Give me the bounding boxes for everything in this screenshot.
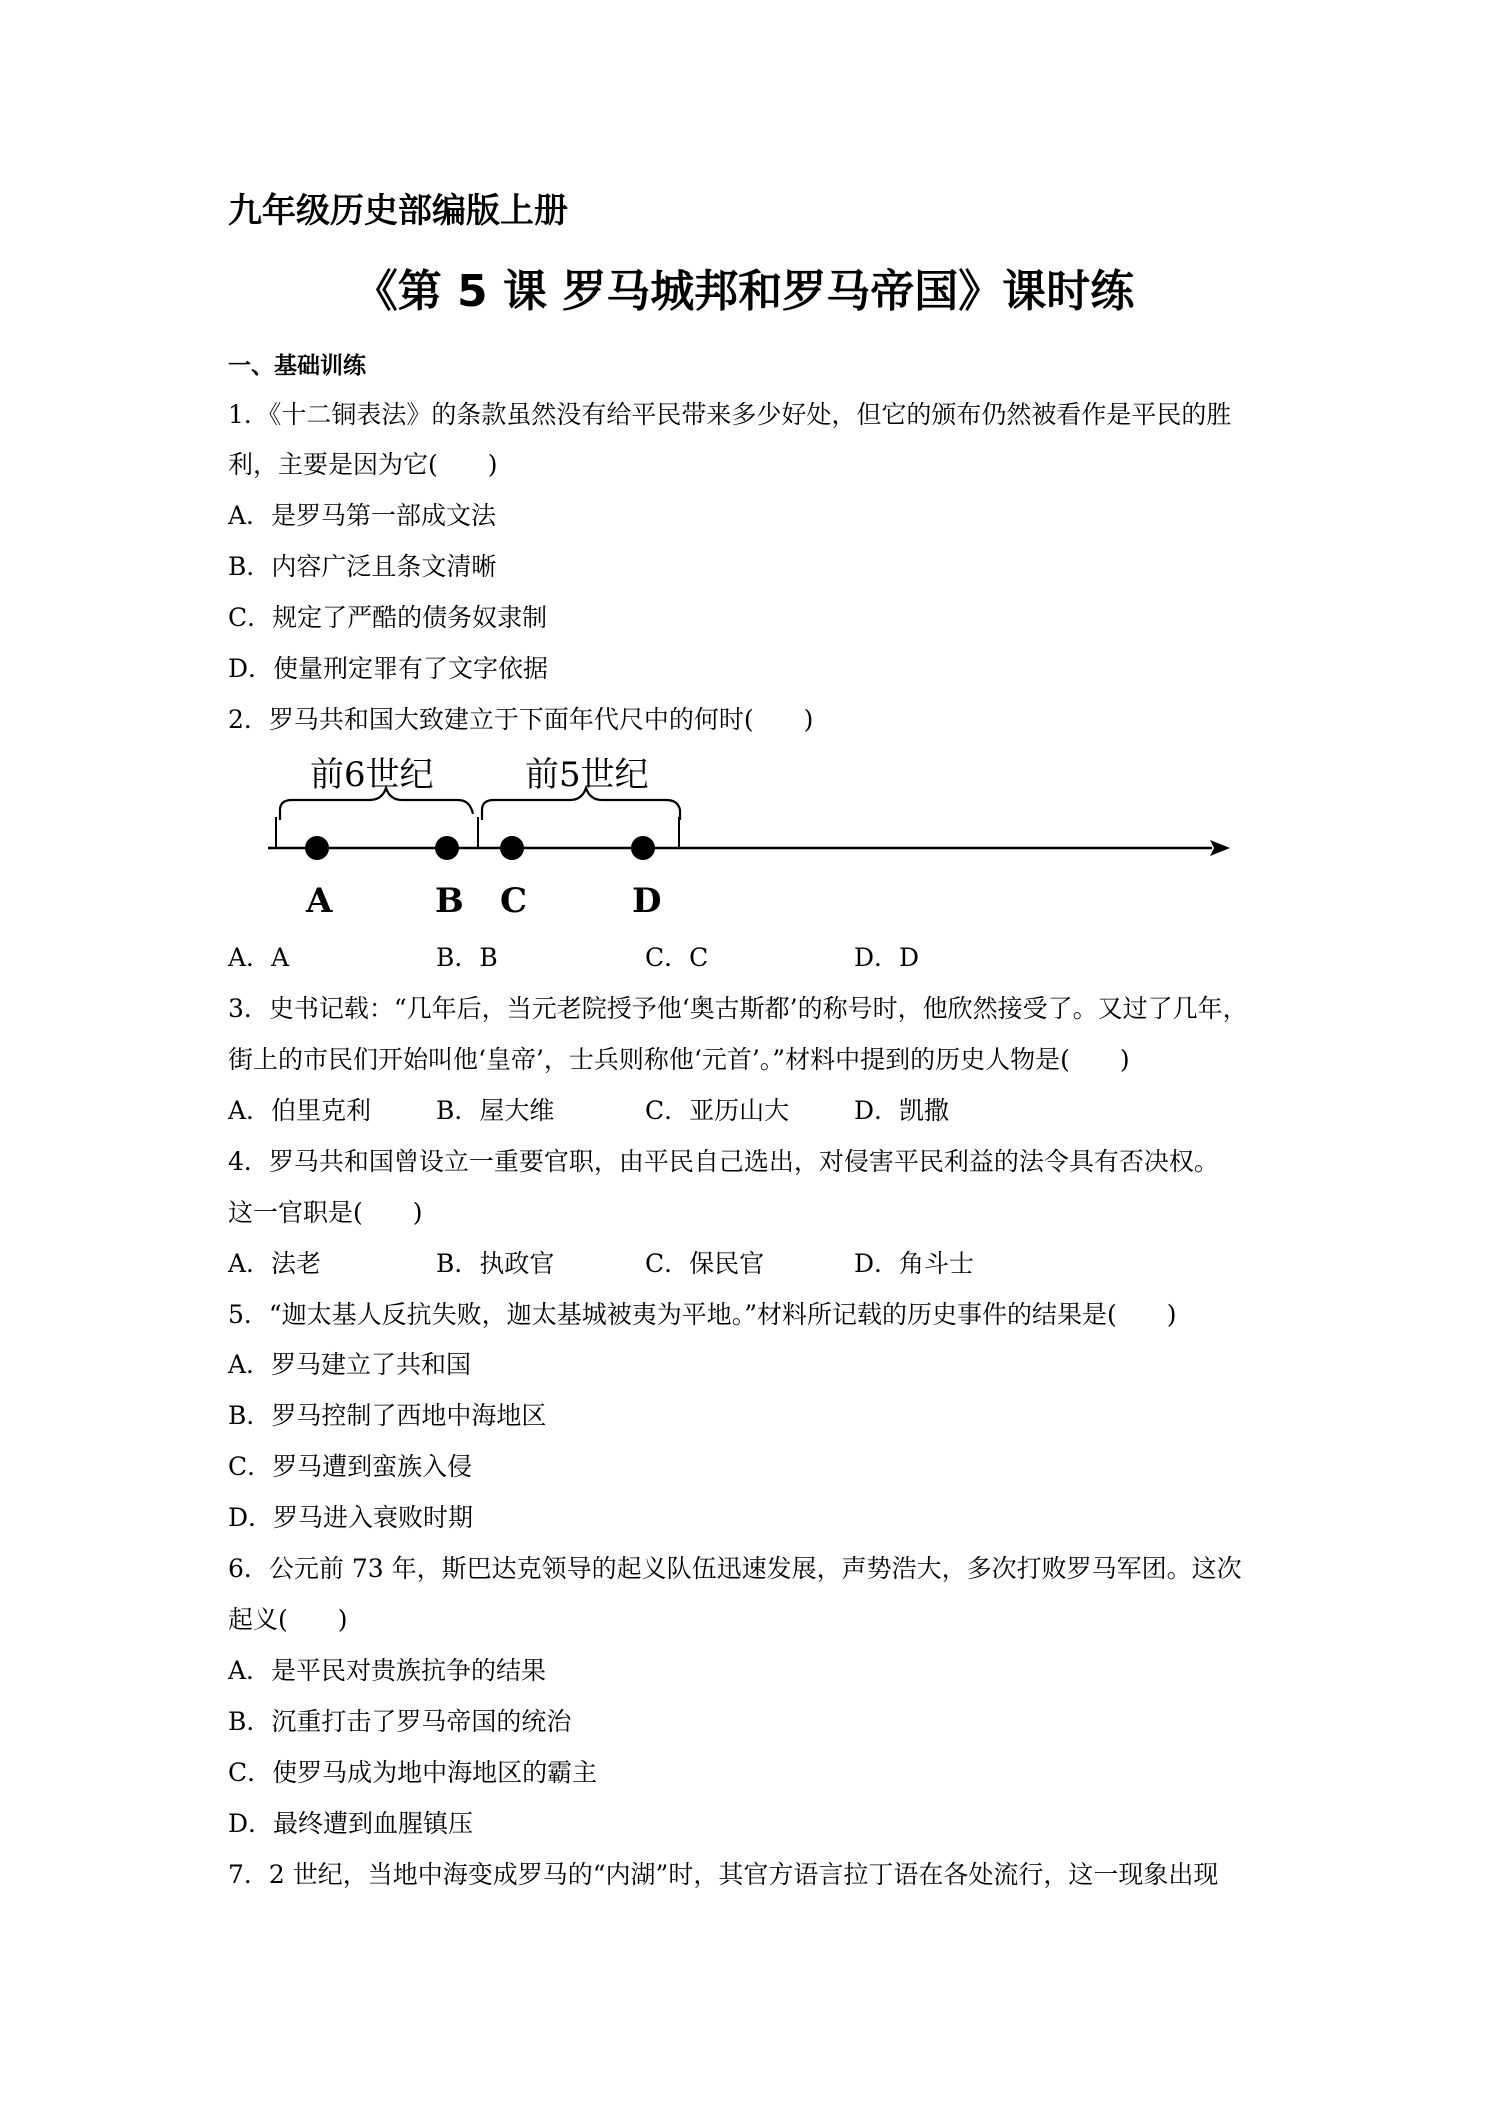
q3-stem-line1: 3．史书记载：“几年后，当元老院授予他‘奥古斯都’的称号时，他欣然接受了。又过了几年， bbox=[228, 994, 1248, 1023]
section-heading: 一、基础训练 bbox=[228, 353, 366, 379]
timeline-label-c: C bbox=[500, 881, 528, 921]
q3-option-c: C．亚历山大 bbox=[645, 1096, 790, 1125]
timeline-point-a bbox=[305, 836, 329, 860]
timeline-label-b: B bbox=[435, 881, 464, 921]
q5-option-a: A．罗马建立了共和国 bbox=[228, 1350, 472, 1379]
q1-option-a: A．是罗马第一部成文法 bbox=[228, 501, 497, 530]
timeline-point-b bbox=[435, 836, 459, 860]
timeline-label-d: D bbox=[632, 881, 662, 921]
q6-option-d: D．最终遭到血腥镇压 bbox=[228, 1809, 474, 1838]
q5-stem-line1: 5．“迦太基人反抗失败，迦太基城被夷为平地。”材料所记载的历史事件的结果是( ) bbox=[228, 1300, 1177, 1329]
worksheet-subtitle: 九年级历史部编版上册 bbox=[228, 191, 568, 231]
q4-option-d: D．角斗士 bbox=[854, 1249, 975, 1278]
q6-stem-line1: 6．公元前 73 年，斯巴达克领导的起义队伍迅速发展，声势浩大，多次打败罗马军团。这次 bbox=[228, 1554, 1242, 1583]
brace-label-5th: 前5世纪 bbox=[525, 755, 649, 795]
q4-stem-line1: 4．罗马共和国曾设立一重要官职，由平民自己选出，对侵害平民利益的法令具有否决权。 bbox=[228, 1147, 1219, 1176]
q2-option-d: D．D bbox=[854, 943, 920, 972]
q1-stem-line2: 利，主要是因为它( ) bbox=[228, 450, 498, 479]
q1-option-c: C．规定了严酷的债务奴隶制 bbox=[228, 603, 548, 632]
q1-option-b: B．内容广泛且条文清晰 bbox=[228, 552, 497, 581]
q3-option-a: A．伯里克利 bbox=[228, 1096, 372, 1125]
q6-option-a: A．是平民对贵族抗争的结果 bbox=[228, 1656, 547, 1685]
q3-option-b: B．屋大维 bbox=[436, 1096, 555, 1125]
timeline-point-d bbox=[631, 836, 655, 860]
q3-stem-line2: 街上的市民们开始叫他‘皇帝’，士兵则称他‘元首’。”材料中提到的历史人物是( ) bbox=[228, 1045, 1130, 1074]
q5-option-c: C．罗马遭到蛮族入侵 bbox=[228, 1452, 473, 1481]
worksheet-title: 《第 5 课 罗马城邦和罗马帝国》课时练 bbox=[353, 266, 1135, 317]
q6-option-c: C．使罗马成为地中海地区的霸主 bbox=[228, 1758, 598, 1787]
q4-option-b: B．执政官 bbox=[436, 1249, 555, 1278]
q1-stem-line1: 1．《十二铜表法》的条款虽然没有给平民带来多少好处，但它的颁布仍然被看作是平民的胜 bbox=[228, 400, 1232, 429]
q2-option-a: A．A bbox=[228, 943, 290, 972]
q5-option-b: B．罗马控制了西地中海地区 bbox=[228, 1401, 547, 1430]
q2-option-c: C．C bbox=[645, 943, 709, 972]
q4-stem-line2: 这一官职是( ) bbox=[228, 1198, 423, 1227]
timeline-point-c bbox=[500, 836, 524, 860]
timeline-arrowhead bbox=[1210, 840, 1230, 856]
q3-option-d: D．凯撒 bbox=[854, 1096, 950, 1125]
q4-option-c: C．保民官 bbox=[645, 1249, 765, 1278]
q5-option-d: D．罗马进入衰败时期 bbox=[228, 1503, 474, 1532]
timeline-diagram bbox=[250, 752, 1240, 932]
q6-option-b: B．沉重打击了罗马帝国的统治 bbox=[228, 1707, 572, 1736]
q2-option-b: B．B bbox=[436, 943, 498, 972]
q2-stem-line1: 2．罗马共和国大致建立于下面年代尺中的何时( ) bbox=[228, 705, 814, 734]
q1-option-d: D．使量刑定罪有了文字依据 bbox=[228, 654, 549, 683]
q6-stem-line2: 起义( ) bbox=[228, 1605, 348, 1634]
timeline-label-a: A bbox=[306, 881, 333, 921]
brace-label-6th: 前6世纪 bbox=[310, 755, 434, 795]
q7-stem-line1: 7．2 世纪，当地中海变成罗马的“内湖”时，其官方语言拉丁语在各处流行，这一现象出现 bbox=[228, 1860, 1219, 1889]
q4-option-a: A．法老 bbox=[228, 1249, 322, 1278]
